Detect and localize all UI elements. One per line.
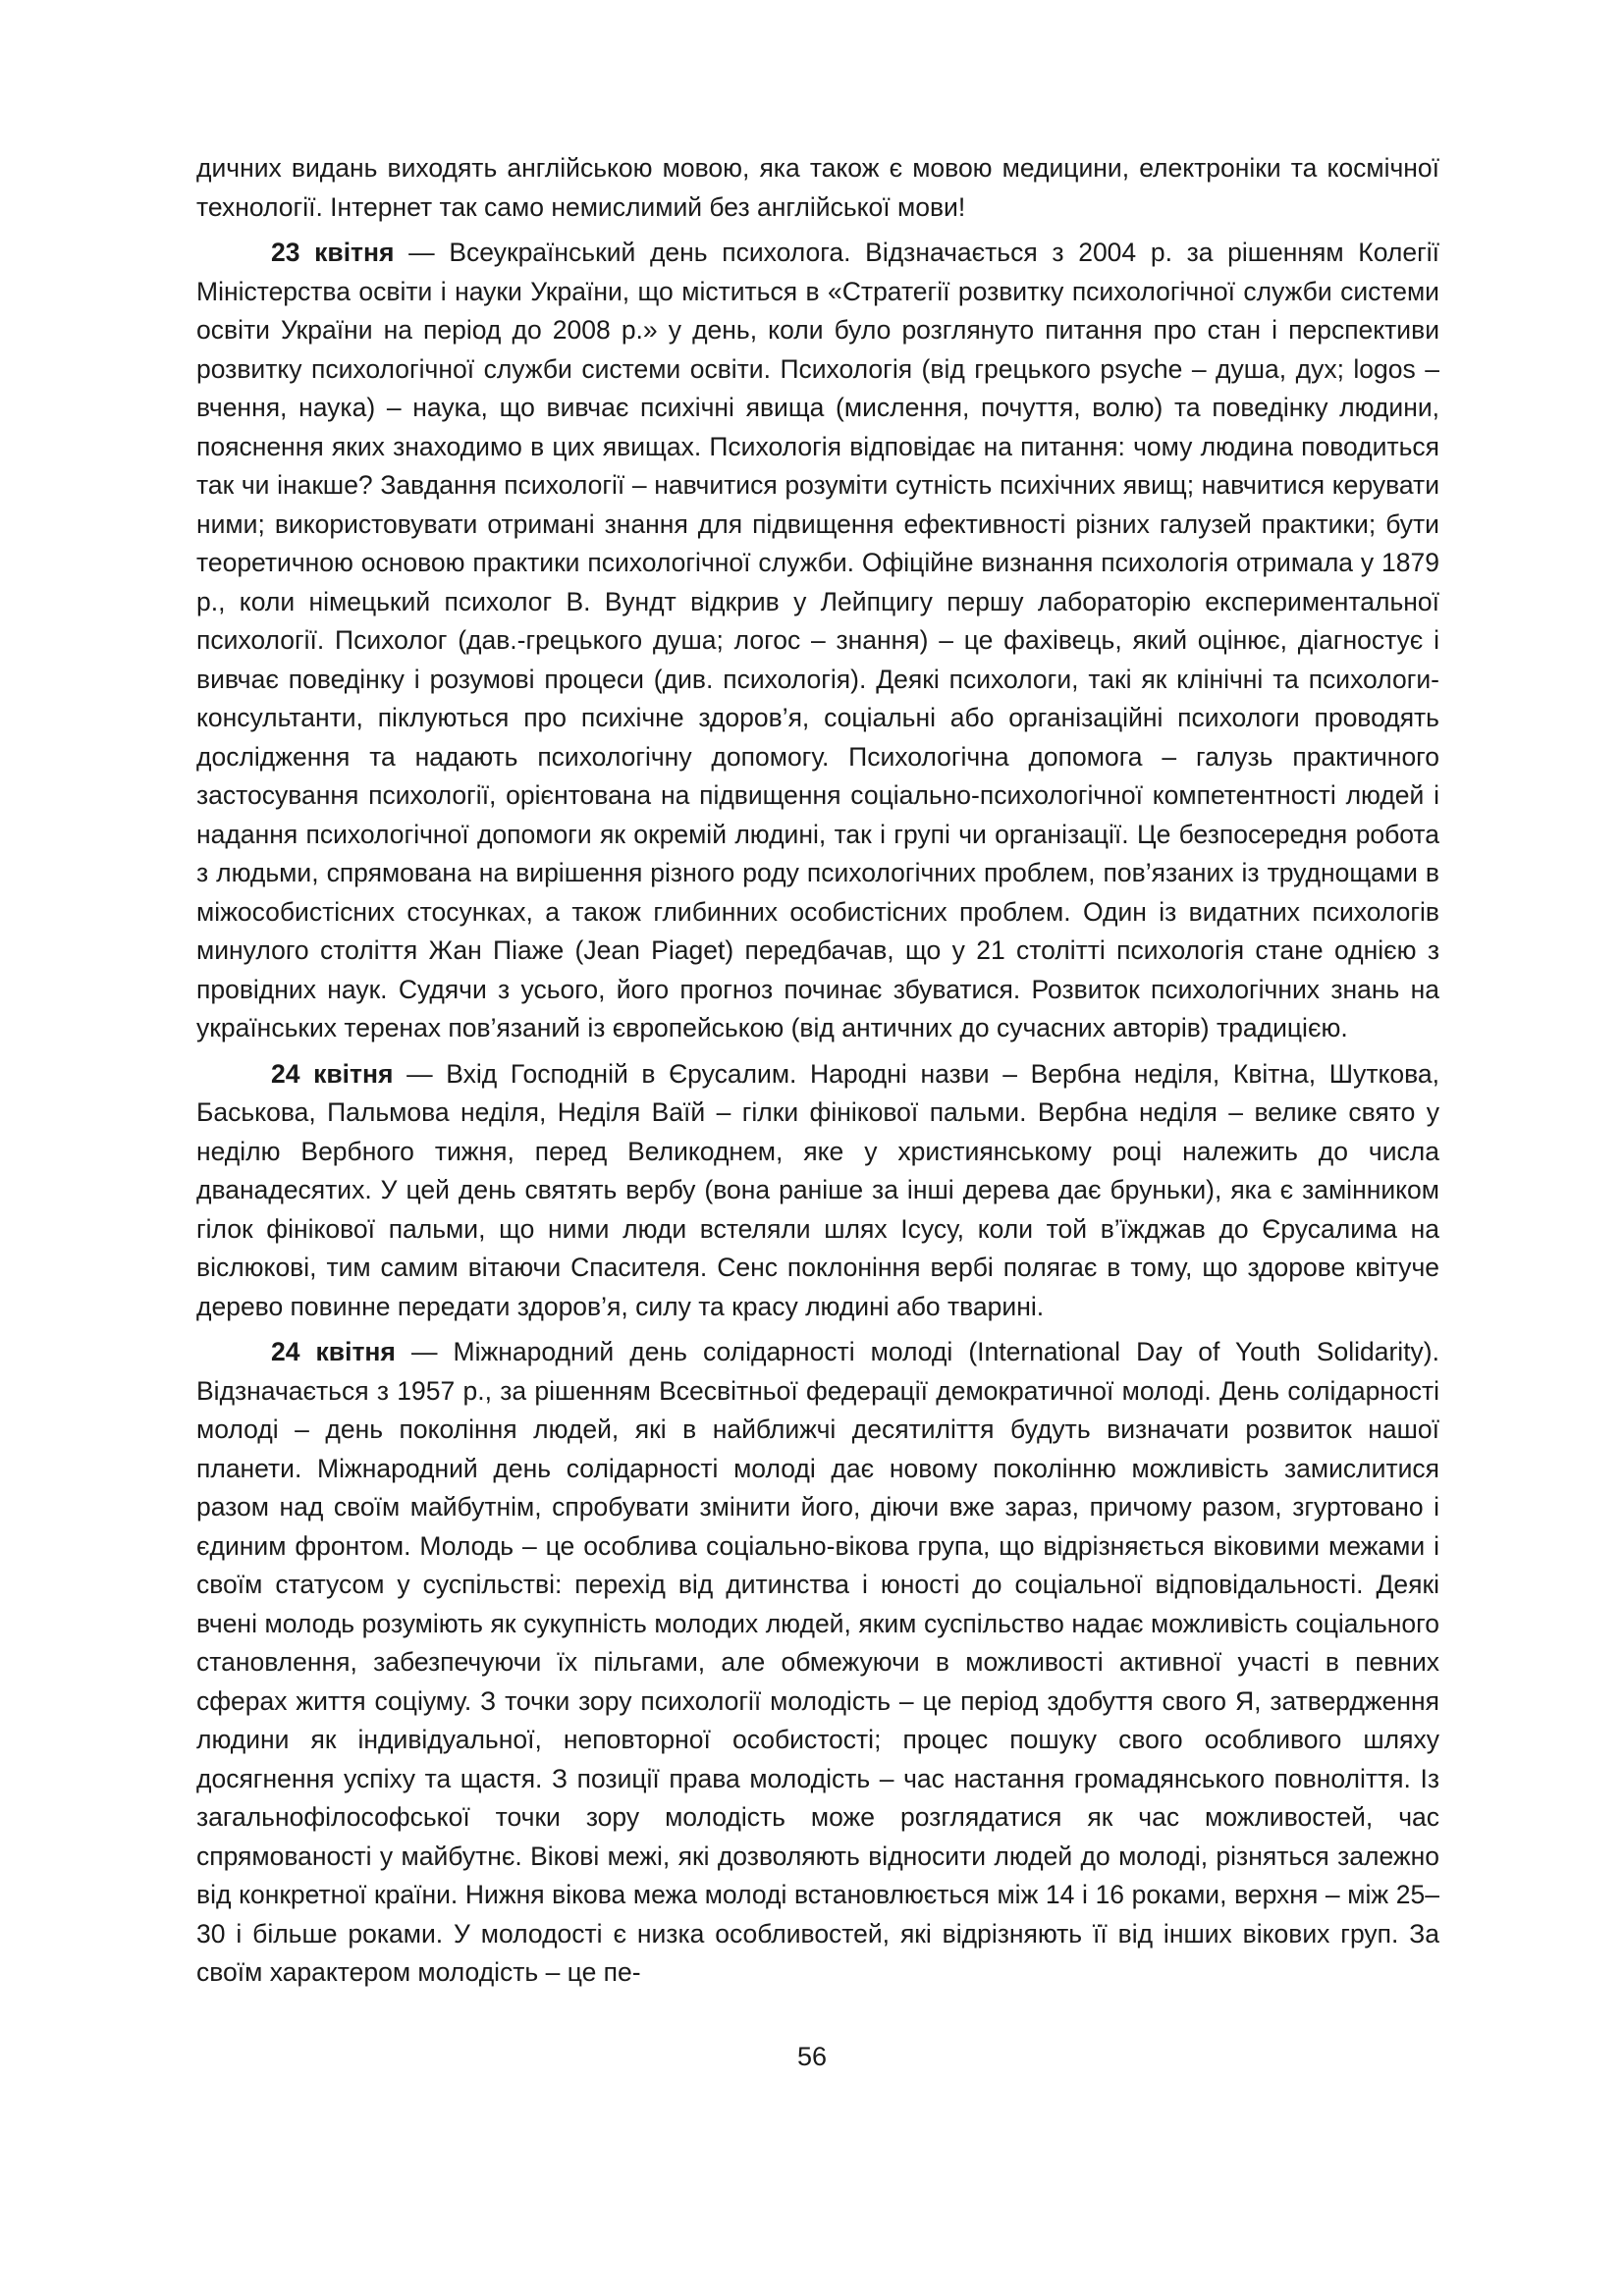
paragraph-continuation	[196, 149, 1439, 227]
paragraph-date: 24 квітня	[271, 1058, 394, 1089]
paragraph-date: 23 квітня	[271, 238, 395, 267]
page-number: 56	[796, 2042, 828, 2071]
paragraph-palm-sunday	[196, 1055, 1439, 1327]
paragraph-psychologist-day	[196, 234, 1439, 1048]
paragraph-text: дичних видань виходять англійською мовою, яка також є мовою медицини, електроніки та космічної технології. Інтернет так само немислимий без англійської мови!	[196, 153, 1439, 222]
paragraph-date: 24 квітня	[271, 1337, 396, 1366]
paragraph-text: — Всеукраїнський день психолога. Відзначається з 2004 р. за рішенням Колегії Міністерства освіти і науки України, що міститься в «Стратегії розвитку психологічної служби системи освіти України на період до 2008 р.» у день, коли було розглянуто питання про стан і перспективи розвитку психологічної служби системи освіти. Психологія (від грецького psyche – душа, дух; logos – вчення, наука) – наука, що вивчає психічні явища (мислення, почуття, волю) та поведінку людини, пояснення яких знаходимо в цих явищах. Психологія відповідає на питання: чому людина поводиться так чи інакше? Завдання психології – навчитися розуміти сутність психічних явищ; навчитися керувати ними; використовувати отримані знання для підвищення ефективності різних галузей практики; бути теоретичною основою практики психологічної служби. Офіційне визнання психологія отримала у 1879 р., коли німецький психолог В. Вундт відкрив у Лейпцигу першу лабораторію експериментальної психології. Психолог (дав.-грецького душа; логос – знання) – це фахівець, який оцінює, діагностує і вивчає поведінку і розумові процеси (див. психологія). Деякі психологи, такі як клінічні та психологи-консультанти, піклуються про психічне здоров’я, соціальні або організаційні психологи проводять дослідження та надають психологічну допомогу. Психологічна допомога – галузь практичного застосування психології, орієнтована на підвищення соціально-психологічної компетентності людей і надання психологічної допомоги як окремій людині, так і групі чи організації. Це безпосередня робота з людьми, спрямована на вирішення різного роду психологічних проблем, пов’язаних із труднощами в міжособистісних стосунках, а також глибинних особистісних проблем. Один із видатних психологів минулого століття Жан Піаже (Jean Piaget) передбачав, що у 21 столітті психологія стане однією з провідних наук. Судячи з усього, його прогноз починає збуватися. Розвиток психологічних знань на українських теренах пов’язаний із європейською (від античних до сучасних авторів) традицією.	[196, 238, 1439, 1042]
page-content	[196, 149, 1439, 2000]
paragraph-text: — Вхід Господній в Єрусалим. Народні назви – Вербна неділя, Квітна, Шуткова, Баськова, Пальмова неділя, Неділя Ваїй – гілки фінікової пальми. Вербна неділя – велике свято у неділю Вербного тижня, перед Великоднем, яке у християнському році належить до числа дванадесятих. У цей день святять вербу (вона раніше за інші дерева дає бруньки), яка є замінником гілок фінікової пальми, що ними люди встеляли шлях Ісусу, коли той в’їжджав до Єрусалима на віслюкові, тим самим вітаючи Спасителя. Сенс поклоніння вербі полягає в тому, що здорове квітуче дерево повинне передати здоров’я, силу та красу людині або тварині.	[196, 1058, 1439, 1321]
paragraph-youth-solidarity-day	[196, 1333, 1439, 1993]
paragraph-text: — Міжнародний день солідарності молоді (International Day of Youth Solidarity). Відзначається з 1957 р., за рішенням Всесвітньої федерації демократичної молоді. День солідарності молоді – день покоління людей, які в найближчі десятиліття будуть визначати розвиток нашої планети. Міжнародний день солідарності молоді дає новому поколінню можливість замислитися разом над своїм майбутнім, спробувати змінити його, діючи вже зараз, причому разом, згуртовано і єдиним фронтом. Молодь – це особлива соціально-вікова група, що відрізняється віковими межами і своїм статусом у суспільстві: перехід від дитинства і юності до соціальної відповідальності. Деякі вчені молодь розуміють як сукупність молодих людей, яким суспільство надає можливість соціального становлення, забезпечуючи їх пільгами, але обмежуючи в можливості активної участі в певних сферах життя соціуму. З точки зору психології молодість – це період здобуття свого Я, затвердження людини як індивідуальної, неповторної особистості; процес пошуку свого особливого шляху досягнення успіху та щастя. З позиції права молодість – час настання громадянського повноліття. Із загальнофілософської точки зору молодість може розглядатися як час можливостей, час спрямованості у майбутнє. Вікові межі, які дозволяють відносити людей до молоді, різняться залежно від конкретної країни. Нижня вікова межа молоді встановлюється між 14 і 16 роками, верхня – між 25–30 і більше роками. У молодості є низка особливостей, які відрізняють її від інших вікових груп. За своїм характером молодість – це пе-	[196, 1337, 1439, 1987]
